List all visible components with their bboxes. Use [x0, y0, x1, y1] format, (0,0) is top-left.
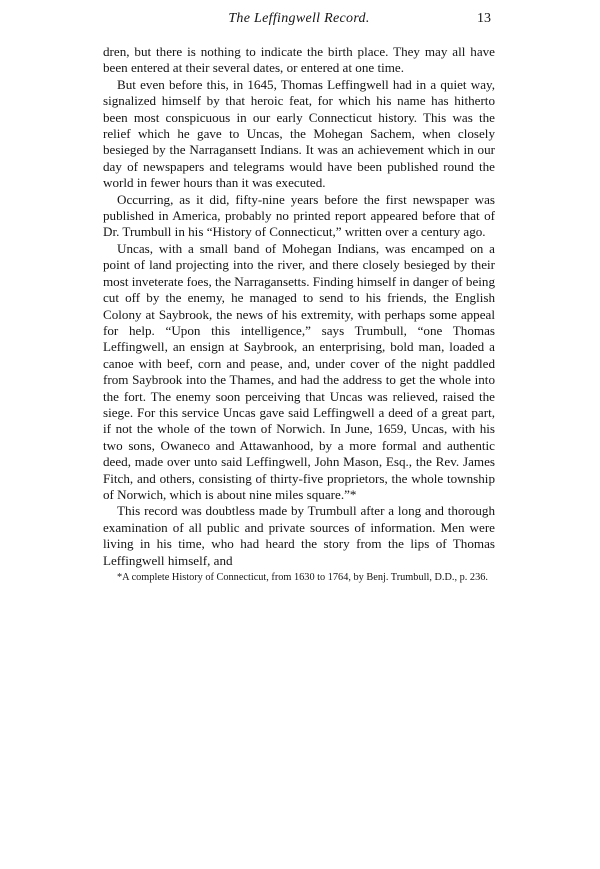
paragraph-continued: dren, but there is nothing to indicate the birth place. They may all have been entered at their several dates, or entered at one time.: [103, 44, 495, 76]
book-page: [103, 8, 495, 585]
body-text: [103, 44, 495, 569]
page-number: 13: [477, 11, 491, 26]
paragraph: Uncas, with a small band of Mohegan Indians, was encamped on a point of land projecting into the river, and there closely besieged by their most inveterate foes, the Narragansetts. Finding himself in danger of being cut off by the enemy, he managed to send to his friends, the English Colony at Saybrook, the news of his extremity, with perhaps some appeal for help. “Upon this intelligence,” says Trumbull, “one Thomas Leffingwell, an ensign at Saybrook, an enterprising, bold man, loaded a canoe with beef, corn and pease, and, under cover of the night paddled from Saybrook into the Thames, and had the address to get the whole into the fort. The enemy soon perceiving that Uncas was relieved, raised the siege. For this service Uncas gave said Leffingwell a deed of a great part, if not the whole of the town of Norwich. In June, 1659, Uncas, with his two sons, Owaneco and Attawanhood, by a more formal and authentic deed, made over unto said Leffingwell, John Mason, Esq., the Rev. James Fitch, and others, consisting of thirty-five proprietors, the whole township of Norwich, which is about nine miles square.”*: [103, 240, 495, 502]
footnote-text: *A complete History of Connecticut, from 1630 to 1764, by Benj. Trumbull, D.D., p. 236.: [117, 572, 488, 583]
page-header: [103, 8, 495, 30]
paragraph: This record was doubtless made by Trumbull after a long and thorough examination of all public and private sources of information. Men were living in his time, who had heard the story from the lips of Thomas Leffingwell himself, and: [103, 503, 495, 568]
paragraph: But even before this, in 1645, Thomas Leffingwell had in a quiet way, signalized himself by that heroic feat, for which his name has hitherto been most conspicuous in our early Connecticut history. This was the relief which he gave to Uncas, the Mohegan Sachem, when closely besieged by the Narragansett Indians. It was an achievement which in our day of newspapers and telegrams would have been published round the world in fewer hours than it was executed.: [103, 76, 495, 191]
paragraph: Occurring, as it did, fifty-nine years before the first newspaper was published in America, probably no printed report appeared before that of Dr. Trumbull in his “History of Connecticut,” written over a century ago.: [103, 191, 495, 240]
footnote: [103, 572, 495, 585]
running-title: The Leffingwell Record.: [228, 11, 370, 26]
